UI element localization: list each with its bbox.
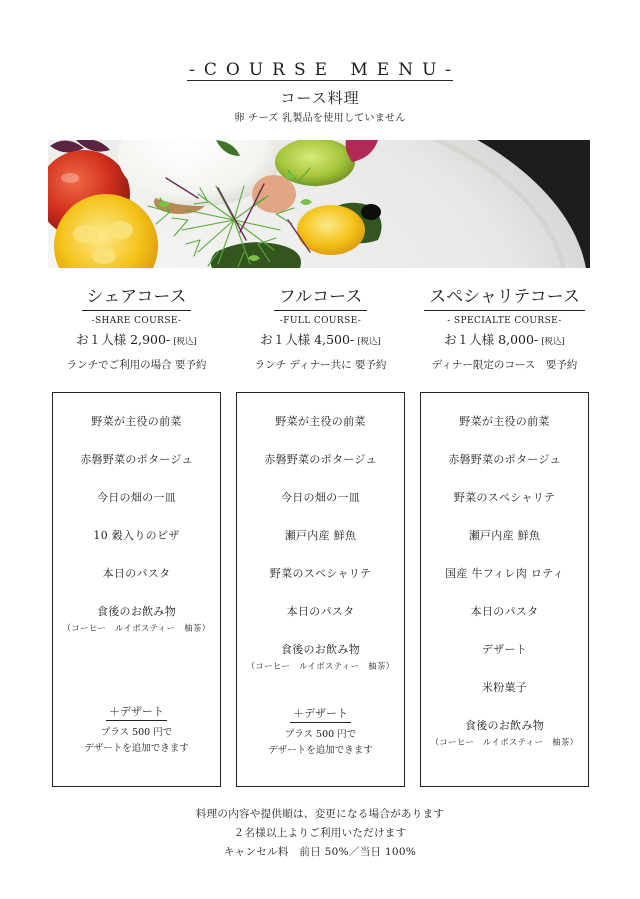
allergen-note: 卵 チーズ 乳製品を使用していません (234, 113, 406, 124)
drink-options: （コーヒー ルイボスティー 柚茶） (246, 662, 395, 672)
course-item-name: 瀬戸内産 鮮魚 (468, 529, 541, 542)
course-item (53, 403, 220, 441)
footer-note-cancellation: キャンセル料 前日 50%／当日 100% (223, 846, 417, 858)
specialite-course-menu-box (420, 392, 589, 787)
course-item (421, 441, 588, 479)
course-item (237, 479, 404, 517)
dessert-addon-label: ＋デザート (106, 703, 167, 721)
course-item (53, 441, 220, 479)
course-item-name: 10 穀入りのピザ (93, 529, 180, 542)
tomato-seed-cavity (92, 248, 116, 264)
title-underline (187, 80, 453, 81)
dessert-addon-label: ＋デザート (290, 705, 351, 723)
course-item-list (421, 393, 588, 748)
course-availability: ディナー限定のコース 要予約 (431, 359, 578, 371)
full-course-heading (228, 287, 414, 373)
tomato-seed-cavity (107, 221, 133, 239)
course-price (44, 331, 230, 349)
full-course-menu-box (236, 392, 405, 787)
share-course-menu-box (52, 392, 221, 787)
course-item (421, 479, 588, 517)
course-item-name: 瀬戸内産 鮮魚 (284, 529, 357, 542)
price-value: 8,000- (498, 332, 539, 347)
course-item-name: 今日の畑の一皿 (96, 491, 177, 504)
course-item-name: デザート (481, 643, 528, 656)
course-item (237, 593, 404, 631)
course-name: シェアコース (82, 287, 192, 311)
share-course-heading (44, 287, 230, 373)
course-item (421, 669, 588, 707)
dessert-addon-description: デザートを追加できます (84, 743, 189, 754)
hero-food-photo (48, 140, 590, 268)
dessert-addon-price: プラス 500 円で (284, 729, 357, 740)
course-item-name: 本日のパスタ (102, 567, 171, 580)
footer-note-minimum-guests: ２名様以上よりご利用いただけます (233, 827, 407, 839)
course-name-english: -FULL COURSE- (279, 316, 362, 326)
price-value: 4,500- (314, 332, 355, 347)
course-item-drinks (53, 593, 220, 634)
course-item-drinks (421, 707, 588, 748)
course-item (421, 631, 588, 669)
tomato-seed-cavity (73, 225, 99, 243)
menu-title: -COURSE MENU- (189, 60, 460, 80)
tax-label: [税込] (357, 337, 381, 347)
drink-options: （コーヒー ルイボスティー 柚茶） (62, 624, 211, 634)
course-item-name: 赤磐野菜のポタージュ (264, 453, 377, 466)
dessert-addon (237, 705, 404, 759)
course-item (421, 555, 588, 593)
course-item-name: 国産 牛フィレ肉 ロティ (445, 567, 564, 580)
price-label: お１人様 (260, 332, 311, 347)
course-availability: ランチでご利用の場合 要予約 (66, 359, 207, 371)
course-name-english: -SHARE COURSE- (91, 316, 182, 326)
course-item-name: 本日のパスタ (470, 605, 539, 618)
course-item-name: 野菜が主役の前菜 (459, 415, 550, 428)
course-item-name: 野菜が主役の前菜 (91, 415, 182, 428)
course-item-name: 食後のお飲み物 (280, 643, 361, 656)
course-item (237, 403, 404, 441)
course-item (421, 517, 588, 555)
course-item-name: 野菜のスペシャリテ (269, 567, 372, 580)
course-item (237, 517, 404, 555)
course-item (237, 555, 404, 593)
green-tomato (275, 140, 355, 186)
balsamic-drop (361, 204, 381, 220)
dessert-addon (53, 703, 220, 757)
tax-label: [税込] (541, 337, 565, 347)
course-item (237, 441, 404, 479)
specialite-course-heading (412, 287, 598, 373)
course-item-name: 今日の畑の一皿 (280, 491, 361, 504)
course-item-name: 米粉菓子 (481, 681, 528, 694)
course-item (53, 479, 220, 517)
course-item-list (53, 393, 220, 634)
red-tomato-highlight (61, 173, 79, 183)
price-value: 2,900- (130, 332, 171, 347)
dessert-addon-price: プラス 500 円で (100, 727, 173, 738)
tax-label: [税込] (173, 337, 197, 347)
course-item-name: 赤磐野菜のポタージュ (80, 453, 193, 466)
course-item (53, 517, 220, 555)
course-item (421, 593, 588, 631)
course-price (412, 331, 598, 349)
course-item-drinks (237, 631, 404, 672)
course-item-list (237, 393, 404, 672)
course-item-name: 本日のパスタ (286, 605, 355, 618)
course-price (228, 331, 414, 349)
course-name-english: - SPECIALTE COURSE- (447, 316, 562, 326)
course-name: スペシャリテコース (424, 287, 585, 311)
dessert-addon-description: デザートを追加できます (268, 745, 373, 756)
course-name: フルコース (274, 287, 367, 311)
course-item (421, 403, 588, 441)
course-item-name: 食後のお飲み物 (464, 719, 545, 732)
price-label: お１人様 (76, 332, 127, 347)
footer-note-changes: 料理の内容や提供順は、変更になる場合があります (195, 808, 445, 820)
drink-options: （コーヒー ルイボスティー 柚茶） (430, 738, 579, 748)
course-item-name: 野菜のスペシャリテ (453, 491, 556, 504)
footer-notes (0, 805, 640, 862)
course-item-name: 食後のお飲み物 (96, 605, 177, 618)
course-availability: ランチ ディナー共に 要予約 (254, 359, 387, 371)
course-item (53, 555, 220, 593)
menu-subtitle: コース料理 (280, 89, 360, 107)
course-item-name: 野菜が主役の前菜 (275, 415, 366, 428)
price-label: お１人様 (444, 332, 495, 347)
course-item-name: 赤磐野菜のポタージュ (448, 453, 561, 466)
